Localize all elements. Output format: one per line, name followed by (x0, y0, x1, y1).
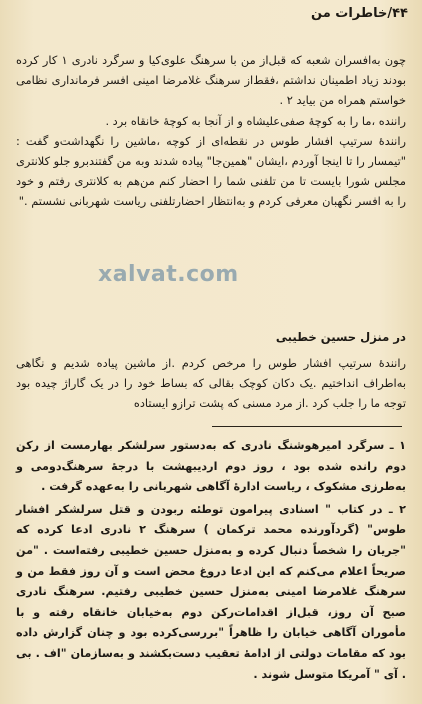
footnote: ۱ ـ سرگرد امیرهوشنگ نادری که به‌دستور سرلشکر بهارمست از رکن دوم رانده شده بود ، روز دوم اردیبهشت با درجهٔ سرهنگ‌دومی و به‌طرزی مشکوک ، ریاست اداره‌ٔ آگاهی شهربانی را به‌عهده گرفت . (16, 439, 406, 494)
paragraph: راننده‌ٔ سرتیپ افشار طوس در نقطه‌ای از کوچه ،ماشین را نگهداشت‌و گفت : "تیمسار را تا اینجا آوردم ،ایشان "همین‌جا" پیاده شدند وبه من گفتندبرو جلو کلانتری مجلس شورا بایست تا من تلفنی شما را احضار کنم من‌هم به کلانتری رفتم و خود را به افسر نگهبان معرفی کردم و به‌انتظار احضارتلفنی ریاست شهربانی نشستم ." (16, 133, 406, 209)
paragraph: راننده ،ما را به کوچه‌ٔ صفی‌علیشاه و از آنجا به کوچه‌ٔ خانقاه برد . (105, 113, 406, 128)
footnote-divider (212, 426, 402, 427)
section-title: در منزل حسین خطیبی (275, 330, 406, 344)
page-header: ۴۴/خاطرات من (311, 6, 408, 21)
footnotes (16, 436, 406, 687)
watermark-text: xalvat.com (98, 262, 239, 287)
paragraph: راننده‌ٔ سرتیپ افشار طوس را مرخص کردم .از ماشین پیاده شدیم و نگاهی به‌اطراف انداختیم .یک دکان کوچک بقالی که بساط خود را در یک گاراژ چیده بود توجه ما را جلب کرد .از مرد مسنی که پشت ترازو ایستاده (16, 356, 406, 411)
main-text (16, 50, 406, 212)
footnote: ۲ ـ در کتاب " اسنادی پیرامون توطئه ربودن و قتل سرلشکر افشار طوس" (گردآورنده محمد ترکمان ) سرهنگ ۲ نادری ادعا کرده که "جریان را شخصاً دنبال کرده و به‌منزل حسین خطیبی رفته‌است . "من صریحاً اعلام می‌کنم که این ادعا دروغ محض است و آن روز فقط من و سرهنگ غلامرضا امینی به‌منزل حسین خطیبی رفتیم. سرهنگ نادری صبح آن روز، قبل‌از اقدامات‌رکن دوم به‌خیابان خانقاه رفته و با مأموران آگاهی خیابان را ظاهراً "بررسی‌کرده بود و چنان گزارش داده بود که مقامات دولتی از ادامهٔ تعقیب دست‌بکشند و به‌سازمان "اف . بی . آی " آمریکا متوسل شوند . (16, 502, 406, 681)
section-text (16, 353, 406, 414)
paragraph: چون به‌افسران شعبه که قبل‌از من با سرهنگ علوی‌کیا و سرگرد نادری ۱ کار کرده بودند زیاد اطمینان نداشتم ،فقط‌از سرهنگ غلامرضا امینی افسر فرمانداری نظامی خواستم همراه من بیاید ۲ . (16, 53, 406, 108)
